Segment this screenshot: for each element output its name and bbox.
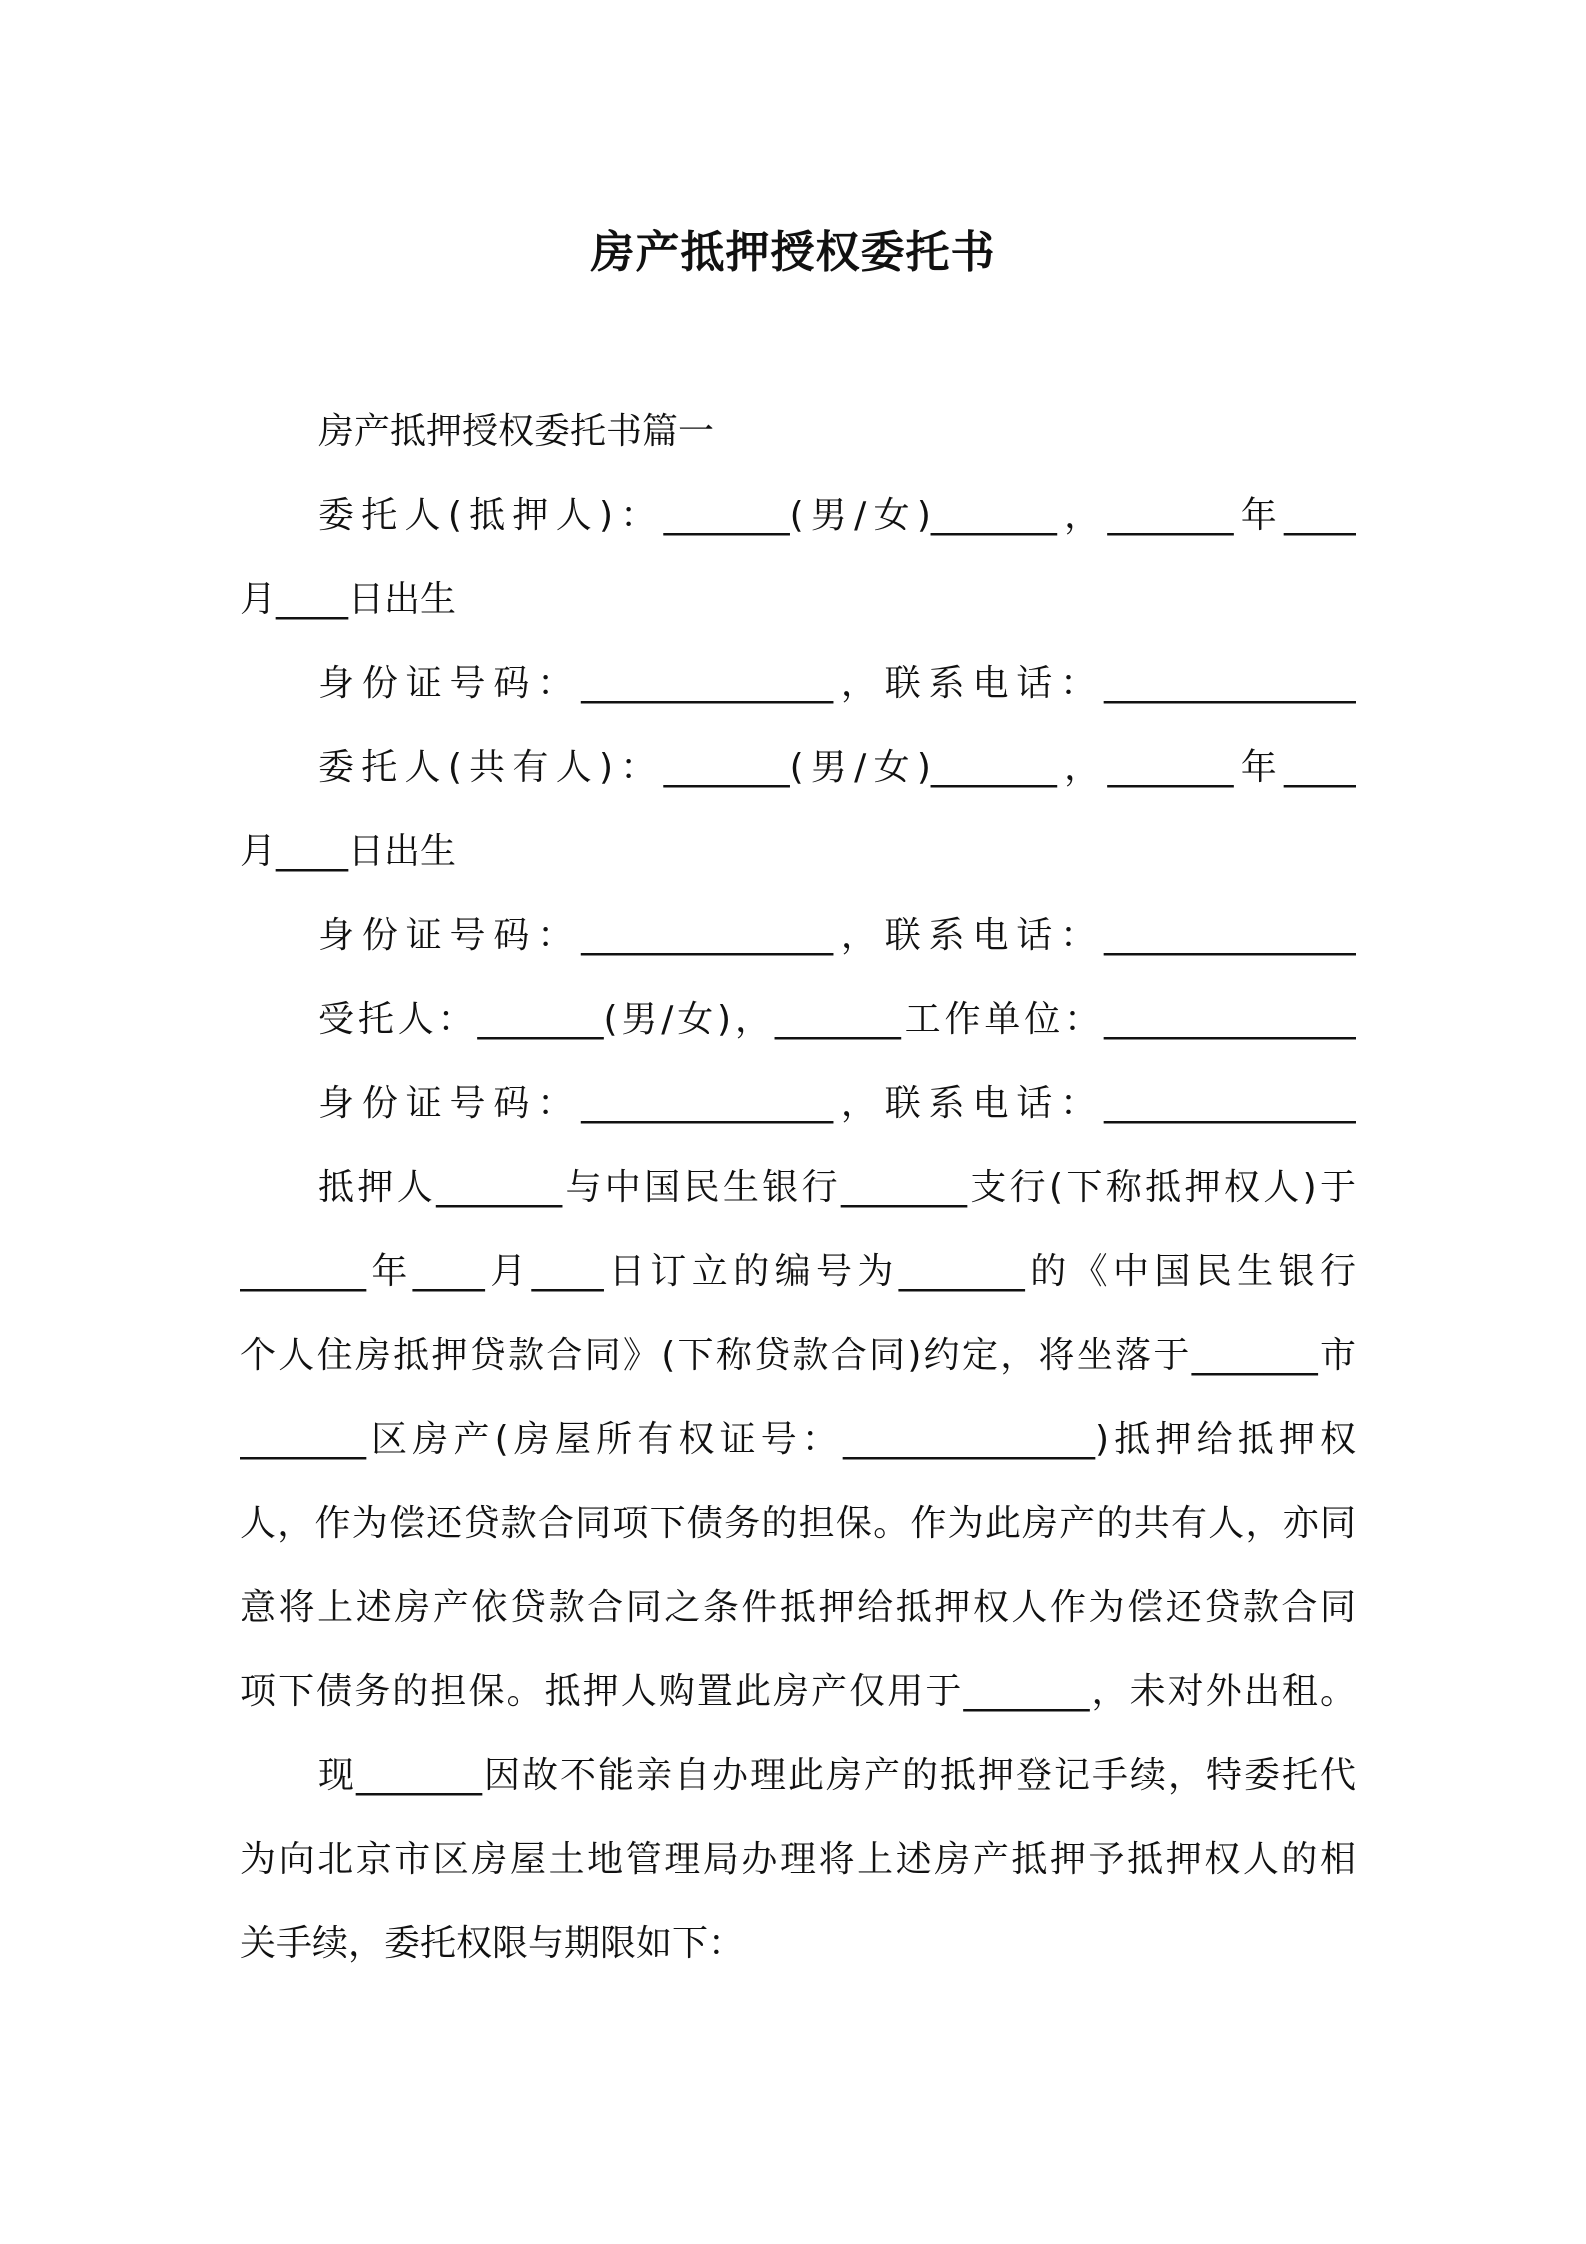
body-paragraph-1-line-7: 项下债务的担保。抵押人购置此房产仅用于_______，未对外出租。 [240,1671,1356,1712]
body-paragraph-1-line-3: 个人住房抵押贷款合同》(下称贷款合同)约定，将坐落于_______市 [240,1335,1356,1376]
co-owner-id-line: 身份证号码：______________，联系电话：______________ [318,915,1356,956]
body-paragraph-2-line-2: 为向北京市区房屋土地管理局办理将上述房产抵押予抵押权人的相 [240,1839,1356,1880]
document-title: 房产抵押授权委托书 [590,227,996,278]
body-paragraph-1-line-5: 人，作为偿还贷款合同项下债务的担保。作为此房产的共有人，亦同 [240,1503,1356,1544]
body-paragraph-1-line-4: _______区房产(房屋所有权证号：______________)抵押给抵押权 [240,1419,1356,1460]
principal-line-2: 月____日出生 [240,579,457,620]
co-owner-line-2: 月____日出生 [240,831,457,872]
principal-line-1: 委托人(抵押人)：_______(男/女)_______，_______年____ [318,495,1356,536]
body-paragraph-2-line-1: 现_______因故不能亲自办理此房产的抵押登记手续，特委托代 [318,1755,1356,1796]
body-paragraph-2-line-3: 关手续，委托权限与期限如下： [240,1923,745,1964]
co-owner-line-1: 委托人(共有人)：_______(男/女)_______，_______年____ [318,747,1356,788]
principal-id-line: 身份证号码：______________，联系电话：______________ [318,663,1356,704]
body-paragraph-1-line-1: 抵押人_______与中国民生银行_______支行(下称抵押权人)于 [318,1167,1356,1208]
body-paragraph-1-line-2: _______年____月____日订立的编号为_______的《中国民生银行 [240,1251,1356,1292]
body-paragraph-1-line-6: 意将上述房产依贷款合同之条件抵押给抵押权人作为偿还贷款合同 [240,1587,1356,1628]
agent-id-line: 身份证号码：______________，联系电话：______________ [318,1083,1356,1124]
section-heading: 房产抵押授权委托书篇一 [318,411,715,452]
agent-line: 受托人：_______(男/女)，_______工作单位：______________ [318,999,1356,1040]
